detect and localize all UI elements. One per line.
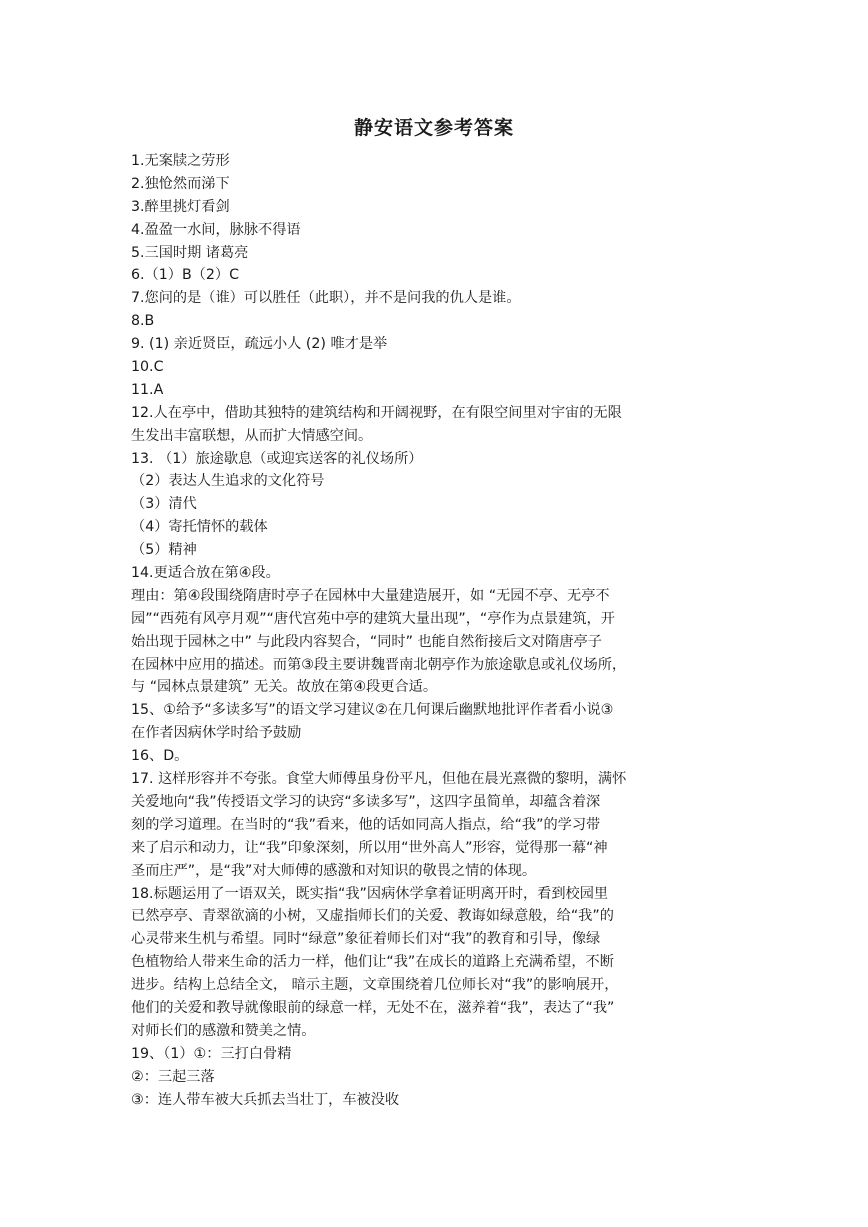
answer-line: （2）表达人生追求的文化符号 bbox=[131, 473, 325, 490]
answer-line: 14.更适合放在第④段。 bbox=[131, 565, 280, 582]
answer-line: 1.无案牍之劳形 bbox=[131, 153, 230, 169]
answer-line: 4.盈盈一水间，脉脉不得语 bbox=[131, 221, 301, 238]
answer-line: 圣而庄严”，是“我”对大师傅的感激和对知识的敬畏之情的体现。 bbox=[131, 862, 537, 879]
answer-line: 在作者因病休学时给予鼓励 bbox=[131, 725, 302, 742]
answer-line: 与 “园林点景建筑” 无关。故放在第④段更合适。 bbox=[131, 679, 438, 696]
answer-line: 他们的关爱和教导就像眼前的绿意一样，无处不在，滋养着“我”，表达了“我” bbox=[131, 999, 615, 1016]
answer-line: 关爱地向“我”传授语文学习的诀窍“多读多写”，这四字虽简单，却蕴含着深 bbox=[131, 793, 601, 810]
answer-line: 生发出丰富联想，从而扩大情感空间。 bbox=[131, 427, 373, 444]
answer-line: 8.B bbox=[131, 313, 155, 330]
answer-line: 9. (1) 亲近贤臣，疏远小人 (2) 唯才是举 bbox=[131, 336, 388, 353]
answer-line: 2.独怆然而涕下 bbox=[131, 175, 230, 192]
answer-list bbox=[131, 150, 691, 1111]
answer-line: 色植物给人带来生命的活力一样，他们让“我”在成长的道路上充满希望，不断 bbox=[131, 954, 614, 971]
answer-line: 已然亭亭、青翠欲滴的小树，又虚指师长们的关爱、教诲如绿意般，给“我”的 bbox=[131, 908, 614, 925]
answer-line: 13. （1）旅途歇息（或迎宾送客的礼仪场所） bbox=[131, 450, 423, 467]
answer-line: 18.标题运用了一语双关，既实指“我”因病休学拿着证明离开时，看到校园里 bbox=[131, 885, 609, 902]
answer-line: 3.醉里挑灯看剑 bbox=[131, 198, 230, 215]
answer-line: 12.人在亭中，借助其独特的建筑结构和开阔视野，在有限空间里对宇宙的无限 bbox=[131, 404, 622, 421]
answer-line: ②：三起三落 bbox=[131, 1068, 215, 1085]
answer-line: 17. 这样形容并不夸张。食堂大师傅虽身份平凡，但他在晨光熹微的黎明，满怀 bbox=[131, 771, 627, 788]
answer-line: ③：连人带车被大兵抓去当壮丁，车被没收 bbox=[131, 1091, 400, 1108]
answer-line: 来了启示和动力，让“我”印象深刻，所以用“世外高人”形容，觉得那一幕“神 bbox=[131, 839, 608, 856]
answer-line: 15、①给予“多读多写”的语文学习建议②在几何课后幽默地批评作者看小说③ bbox=[131, 702, 614, 719]
answer-line: 园”“西苑有风亭月观”“唐代宫苑中亭的建筑大量出现”，“亭作为点景建筑，开 bbox=[131, 610, 615, 627]
answer-line: （5）精神 bbox=[131, 542, 197, 559]
answer-line: 11.A bbox=[131, 381, 164, 398]
answer-line: 理由：第④段围绕隋唐时亭子在园林中大量建造展开，如 “无园不亭、无亭不 bbox=[131, 587, 610, 604]
answer-line: 刻的学习道理。在当时的“我”看来，他的话如同高人指点，给“我”的学习带 bbox=[131, 816, 601, 833]
answer-line: 心灵带来生机与希望。同时“绿意”象征着师长们对“我”的教育和引导，像绿 bbox=[131, 931, 601, 948]
answer-line: 始出现于园林之中” 与此段内容契合，“同时” 也能自然衔接后文对隋唐亭子 bbox=[131, 633, 602, 650]
answer-line: 7.您问的是（谁）可以胜任（此职），并不是问我的仇人是谁。 bbox=[131, 290, 521, 307]
document-title: 静安语文参考答案 bbox=[353, 117, 514, 139]
answer-line: 对师长们的感激和赞美之情。 bbox=[131, 1022, 316, 1039]
answer-line: 5.三国时期 诸葛亮 bbox=[131, 244, 249, 261]
answer-line: 16、D。 bbox=[131, 748, 189, 765]
answer-line: 19、（1）①：三打白骨精 bbox=[131, 1045, 292, 1062]
answer-line: 10.C bbox=[131, 359, 164, 376]
answer-line: 进步。结构上总结全文， 暗示主题，文章围绕着几位师长对“我”的影响展开， bbox=[131, 977, 619, 994]
answer-line: 在园林中应用的描述。而第③段主要讲魏晋南北朝亭作为旅途歇息或礼仪场所， bbox=[131, 656, 627, 673]
answer-line: （3）清代 bbox=[131, 496, 197, 513]
answer-line: 6.（1）B（2）C bbox=[131, 267, 239, 284]
answer-line: （4）寄托情怀的载体 bbox=[131, 519, 268, 536]
